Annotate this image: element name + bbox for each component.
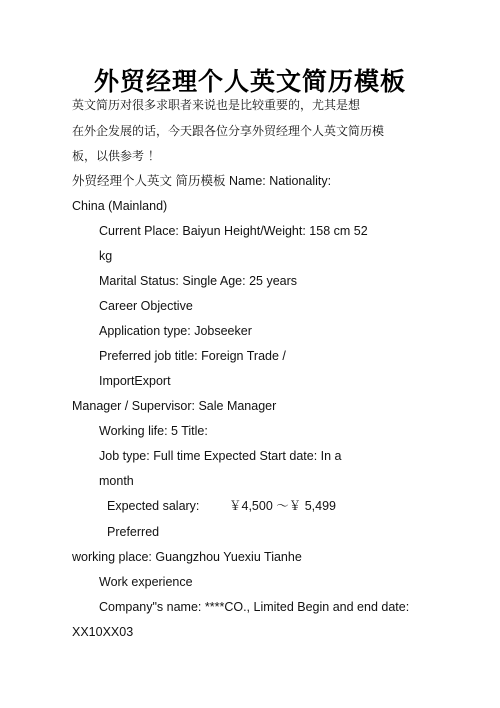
intro-line-2: 在外企发展的话，今天跟各位分享外贸经理个人英文简历模 (72, 124, 385, 138)
resume-line-working-place: working place: Guangzhou Yuexiu Tianhe (72, 550, 302, 564)
resume-line-preferred: Preferred (107, 525, 160, 539)
resume-line-job-type: Job type: Full time Expected Start date: In a (99, 449, 342, 463)
intro-line-1: 英文简历对很多求职者来说也是比较重要的，尤其是想 (72, 98, 361, 112)
resume-line-month: month (99, 474, 134, 488)
resume-line-manager: Manager / Supervisor: Sale Manager (72, 399, 277, 413)
resume-line-working-life: Working life: 5 Title: (99, 424, 208, 438)
resume-line-work-experience: Work experience (99, 575, 193, 589)
resume-line-current-place: Current Place: Baiyun Height/Weight: 158 cm 52 (99, 224, 368, 238)
resume-line-marital-status: Marital Status: Single Age: 25 years (99, 274, 298, 288)
intro-line-3: 板，以供参考 ！ (72, 149, 160, 163)
resume-line-preferred-title: Preferred job title: Foreign Trade / (99, 349, 286, 363)
resume-line-expected-salary: Expected salary: (107, 499, 200, 513)
resume-line-import-export: ImportExport (99, 374, 171, 388)
resume-line-name: 外贸经理个人英文 简历模板 Name: Nationality: (72, 174, 332, 188)
salary-amount: ￥4,500 ～￥ 5,499 (229, 499, 337, 513)
resume-line-application-type: Application type: Jobseeker (99, 324, 252, 338)
resume-line-company-name: Company"s name: ****CO., Limited Begin and end date: (99, 600, 410, 614)
resume-line-weight-unit: kg (99, 249, 113, 263)
resume-line-career-objective: Career Objective (99, 299, 193, 313)
resume-line-date-range: XX10XX03 (72, 625, 134, 639)
document-title: 外贸经理个人英文简历模板 (93, 67, 406, 96)
resume-line-nationality: China (Mainland) (72, 199, 168, 213)
